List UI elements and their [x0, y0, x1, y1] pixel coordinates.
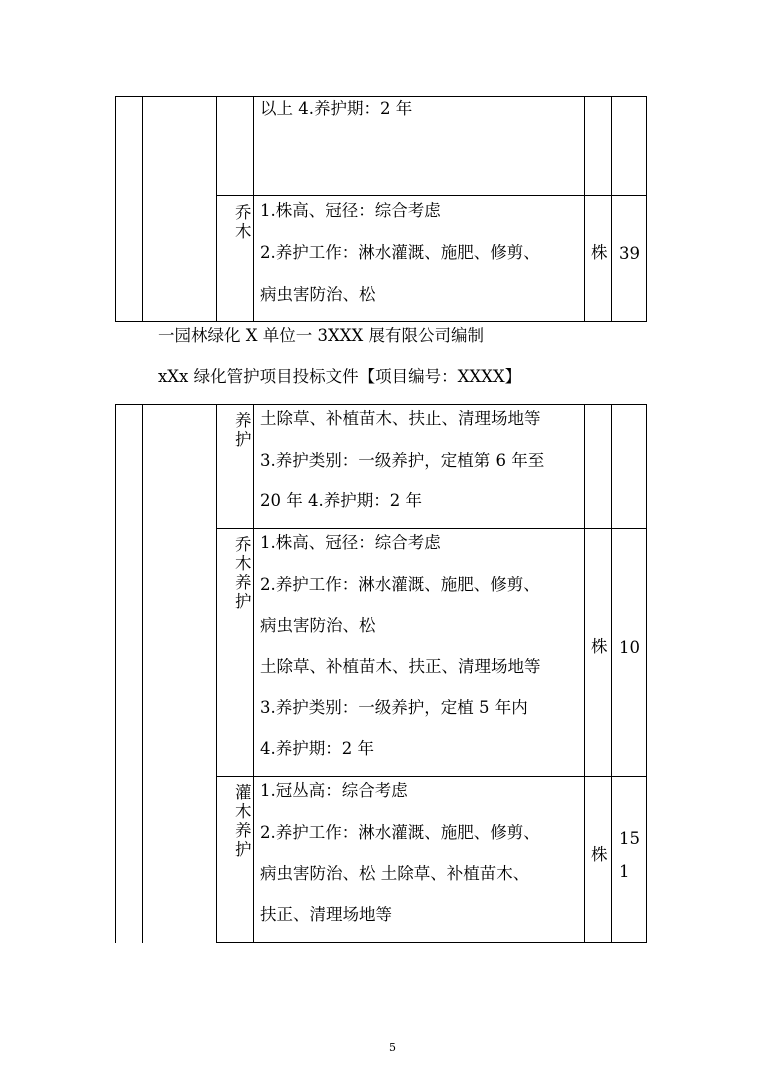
table-2-top-border: [115, 404, 647, 405]
table-2-row-1-line: 20 年 4.养护期：2 年: [260, 491, 422, 510]
table-1-row-2-line: 2.养护工作：淋水灌溉、施肥、修剪、: [260, 243, 540, 262]
company-footer-line: 一园林绿化 X 单位一 3XXX 展有限公司编制: [158, 326, 484, 345]
table-1-row-2-line: 病虫害防治、松: [260, 285, 376, 304]
table-2-row-2-line: 2.养护工作：淋水灌溉、施肥、修剪、: [260, 575, 540, 594]
table-2-row-2-line: 土除草、补植苗木、扶正、清理场地等: [260, 657, 541, 676]
table-1-top-border: [115, 96, 647, 97]
table-2-col-line: [253, 404, 254, 943]
table-2-col-line: [611, 404, 612, 943]
table-1-right-border: [646, 96, 647, 322]
table-1-row-1-text: 以上 4.养护期：2 年: [260, 99, 413, 118]
table-1-col-line: [115, 96, 116, 322]
table-2-row-3-line: 扶正、清理场地等: [260, 905, 392, 924]
table-2-row-3-line: 病虫害防治、松 土除草、补植苗木、: [260, 864, 530, 883]
table-1-col-line: [253, 96, 254, 322]
table-1-col-line: [584, 96, 585, 322]
table-2-col-line: [584, 404, 585, 943]
table-1-row-2-category: 乔木: [235, 203, 252, 241]
table-2-col-line: [216, 404, 217, 943]
table-1-col-line: [611, 96, 612, 322]
table-2-row-1-category: 养护: [235, 411, 252, 449]
document-header-line: xXx 绿化管护项目投标文件【项目编号：XXXX】: [158, 367, 522, 386]
table-2-row-2-line: 病虫害防治、松: [260, 616, 376, 635]
table-2-row-2-line: 1.株高、冠径：综合考虑: [260, 533, 441, 552]
table-1-bottom-border: [115, 321, 647, 322]
table-2-row-2-category: 乔木养护: [235, 535, 252, 611]
table-1-row-2-line: 1.株高、冠径：综合考虑: [260, 201, 441, 220]
table-2-row-3-line: 2.养护工作：淋水灌溉、施肥、修剪、: [260, 823, 540, 842]
page-number: 5: [389, 1041, 396, 1054]
table-2-row-3-category: 灌木养护: [235, 783, 252, 859]
table-1-row-divider: [216, 195, 647, 196]
table-2-row-3-unit: 株: [591, 845, 608, 864]
table-1-col-line: [216, 96, 217, 322]
table-2-col-line: [115, 404, 116, 943]
table-1-row-2-qty: 39: [619, 244, 640, 263]
table-2-row-divider: [216, 528, 647, 529]
table-2-row-2-line: 3.养护类别：一级养护，定植 5 年内: [260, 698, 528, 717]
table-2-bottom-border: [216, 942, 647, 943]
table-2-row-divider: [216, 776, 647, 777]
table-2-row-3-qty-part: 1: [619, 862, 630, 881]
table-1-row-2-unit: 株: [591, 243, 608, 262]
table-2-row-1-line: 土除草、补植苗木、扶止、清理场地等: [260, 409, 541, 428]
table-2-row-2-unit: 株: [591, 637, 608, 656]
table-1-col-line: [142, 96, 143, 322]
table-2-row-3-qty-part: 15: [619, 829, 640, 848]
table-2-row-3-line: 1.冠丛高：综合考虑: [260, 781, 408, 800]
table-2-row-2-qty: 10: [619, 638, 640, 657]
table-2-row-2-line: 4.养护期：2 年: [260, 739, 374, 758]
table-2-right-border: [646, 404, 647, 943]
table-2-col-line: [142, 404, 143, 943]
table-2-row-1-line: 3.养护类别：一级养护，定植第 6 年至: [260, 451, 545, 470]
